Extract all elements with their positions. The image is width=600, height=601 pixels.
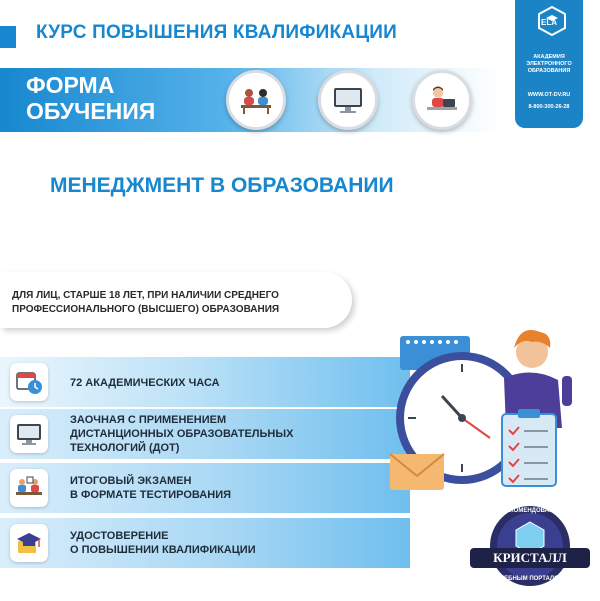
feature-certificate-line2: О ПОВЫШЕНИИ КВАЛИФИКАЦИИ <box>70 544 256 556</box>
feature-icon-box-certificate <box>10 524 48 562</box>
forma-heading <box>26 72 155 124</box>
academy-name-line1: АКАДЕМИЯ <box>533 54 565 60</box>
checklist-clipboard-icon <box>502 409 556 486</box>
feature-format-line2: ДИСТАНЦИОННЫХ ОБРАЗОВАТЕЛЬНЫХ <box>70 428 294 440</box>
seal-bottom-text: УЧЕБНЫМ ПОРТАЛОМ <box>496 576 564 582</box>
mode-online-learner <box>412 70 472 130</box>
feature-format-line1: ЗАОЧНАЯ С ПРИМЕНЕНИЕМ <box>70 414 227 426</box>
academy-website[interactable]: WWW.OT-DV.RU <box>527 92 571 98</box>
requirements-line1: ДЛЯ ЛИЦ, СТАРШЕ 18 ЛЕТ, ПРИ НАЛИЧИИ СРЕДНЕГО <box>12 290 279 301</box>
feature-hours-line1: 72 АКАДЕМИЧЕСКИХ ЧАСА <box>70 377 220 389</box>
envelope-icon <box>390 454 444 490</box>
feature-icon-box-exam <box>10 469 48 507</box>
page-title: МЕНЕДЖМЕНТ В ОБРАЗОВАНИИ <box>50 174 394 197</box>
group-study-icon <box>239 85 273 115</box>
feature-text-certificate <box>70 529 256 557</box>
seal-top-text: РЕКОМЕНДОВАНО <box>502 508 558 514</box>
forma-heading-line1: ФОРМА <box>26 72 115 98</box>
feature-text-exam <box>70 474 231 502</box>
computer-monitor-icon <box>15 421 43 447</box>
seal-brand: КРИСТАЛЛ <box>493 550 567 565</box>
recommendation-seal <box>466 500 594 596</box>
mode-group-study <box>226 70 286 130</box>
academy-badge <box>515 0 583 128</box>
feature-format-line3: ТЕХНОЛОГИЙ (ДОТ) <box>70 442 180 454</box>
feature-exam-line1: ИТОГОВЫЙ ЭКЗАМЕН <box>70 475 192 487</box>
clock-illustration <box>382 318 592 498</box>
academy-logo-text: ELA <box>541 18 557 27</box>
feature-icon-box-format <box>10 415 48 453</box>
academy-name-line3: ОБРАЗОВАНИЯ <box>527 68 571 74</box>
requirements-text <box>12 289 279 317</box>
feature-exam-line2: В ФОРМАТЕ ТЕСТИРОВАНИЯ <box>70 489 232 501</box>
exam-icon <box>15 474 43 502</box>
feature-icon-box-hours <box>10 363 48 401</box>
course-title: КУРС ПОВЫШЕНИЯ КВАЛИФИКАЦИИ <box>36 22 398 43</box>
academy-name-line2: ЭЛЕКТРОННОГО <box>526 61 572 67</box>
feature-certificate-line1: УДОСТОВЕРЕНИЕ <box>70 530 169 542</box>
title-accent-bar <box>0 26 16 48</box>
mode-computer <box>318 70 378 130</box>
academy-phone[interactable]: 8-800-300-26-28 <box>528 104 570 110</box>
calendar-clock-icon <box>15 368 43 396</box>
feature-text-hours <box>70 376 220 390</box>
forma-heading-line2: ОБУЧЕНИЯ <box>26 98 156 124</box>
computer-monitor-icon <box>331 85 365 115</box>
feature-text-format <box>70 413 293 455</box>
graduation-cap-icon <box>15 529 43 557</box>
online-learner-icon <box>425 85 459 115</box>
requirements-line2: ПРОФЕССИОНАЛЬНОГО (ВЫСШЕГО) ОБРАЗОВАНИЯ <box>12 304 280 315</box>
